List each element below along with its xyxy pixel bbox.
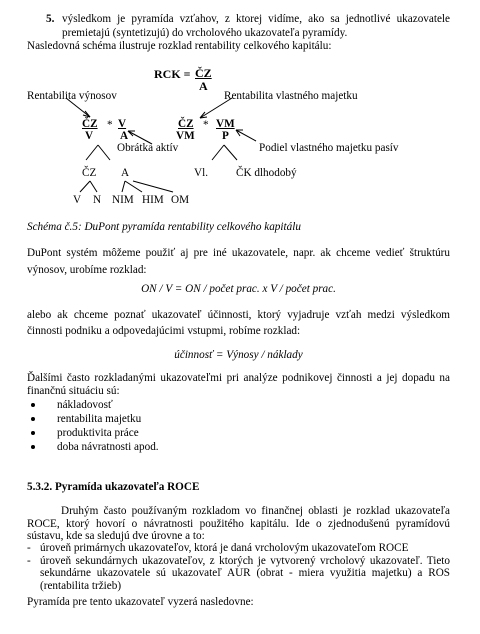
formula-on-v: ON / V = ON / počet prac. x V / počet prac. [141,283,336,295]
fraction2-denominator: A [120,130,129,142]
node-vl: Vl. [194,167,208,179]
paragraph-dupont: DuPont systém môžeme použiť aj pre iné ukazovatele, napr. ak chceme vedieť štruktúru výnosov, urobíme rozklad: [27,247,450,276]
fraction1-numerator: ČZ [82,118,98,130]
branch-cz-n [90,181,97,192]
node-nim: NIM [112,194,134,206]
rck-label: RCK = [154,67,191,81]
paragraph-druhym: Druhým často používaným rozkladom vo finančnej oblasti je rozklad ukazovateľa ROCE, ktorý hovorí o návratnosti použitého kapitálu. Ide o zjednodušenú pyramídovú sústavu, kde sa sledujú dve úrovne a to: [27,505,450,542]
node-ck-dlhodoby: ČK dlhodobý [236,167,297,179]
list-item: doba návratnosti apod. [27,440,159,454]
label-podiel-vlastneho-majetku: Podiel vlastného majetku pasív [259,142,399,154]
branch-cz-v [80,181,90,192]
node-a: A [121,167,130,179]
branch-p-left [212,145,224,160]
rck-numerator: ČZ [195,66,212,80]
list-item: nákladovosť [27,398,159,412]
branch-a-nim [122,181,125,192]
node-v: V [73,194,82,206]
indicator-list [27,398,159,454]
fraction1-denominator: V [85,130,94,142]
node-om: OM [171,194,190,206]
multiply-sign-2: * [203,119,209,131]
list-item: - úroveň sekundárnych ukazovateľov, z ktorých je vytvorený vrcholový ukazovateľ. Tieto sekundárne ukazovatele sú ukazovateľ AUR (obrat - miera využitia majetku) a ROS (rentabilita tržieb) [27,554,450,592]
rck-denominator: A [199,79,208,93]
fraction2-numerator: V [118,118,127,130]
branch-v-left [86,145,98,160]
branch-v-right [98,145,110,160]
list-item: produktivita práce [27,426,159,440]
node-n: N [93,194,102,206]
formula-ucinnost: účinnosť = Výnosy / náklady [174,349,303,361]
item5-line1: výsledkom je pyramída vzťahov, z ktorej vidíme, ako sa jednotlivé ukazovatele [62,13,450,25]
label-obratka-aktiv: Obrátka aktív [117,142,179,154]
fraction4-denominator: P [222,130,229,142]
section-heading: 5.3.2. Pyramída ukazovateľa ROCE [27,481,200,493]
multiply-sign-1: * [107,119,113,131]
fraction4-numerator: VM [216,118,235,130]
schema-intro: Nasledovná schéma ilustruje rozklad rentability celkového kapitálu: [27,40,332,52]
arrow-podiel [236,130,256,141]
list-item: rentabilita majetku [27,412,159,426]
fraction3-numerator: ČZ [178,118,194,130]
item5-line2: premietajú (syntetizujú) do vrcholového ukazovateľa pyramídy. [62,27,348,39]
level-list [27,542,450,592]
paragraph-ucinnost: alebo ak chceme poznať ukazovateľ účinnosti, ktorý vyjadruje vzťah medzi výsledkom činnosti podniku a odpovedajúcimi vstupmi, robíme rozklad: [27,309,450,337]
node-cz: ČZ [82,167,97,179]
branch-p-right [224,145,237,160]
figure-caption: Schéma č.5: DuPont pyramída rentability celkového kapitálu [27,221,301,233]
paragraph-dalsimi: Ďalšími často rozkladanými ukazovateľmi pri analýze podnikovej činnosti a jej dopadu na finančnú situáciu sú: [27,372,450,397]
list-item: - úroveň primárnych ukazovateľov, ktorá je daná vrcholovým ukazovateľom ROCE [27,542,409,554]
label-rentabilita-vynosov: Rentabilita výnosov [27,90,117,102]
fraction3-denominator: VM [176,130,195,142]
label-rentabilita-vlastneho-majetku: Rentabilita vlastného majetku [224,90,358,102]
paragraph-pyramida: Pyramída pre tento ukazovateľ vyzerá nasledovne: [27,596,254,608]
item-number: 5. [46,13,55,25]
node-him: HIM [142,194,164,206]
